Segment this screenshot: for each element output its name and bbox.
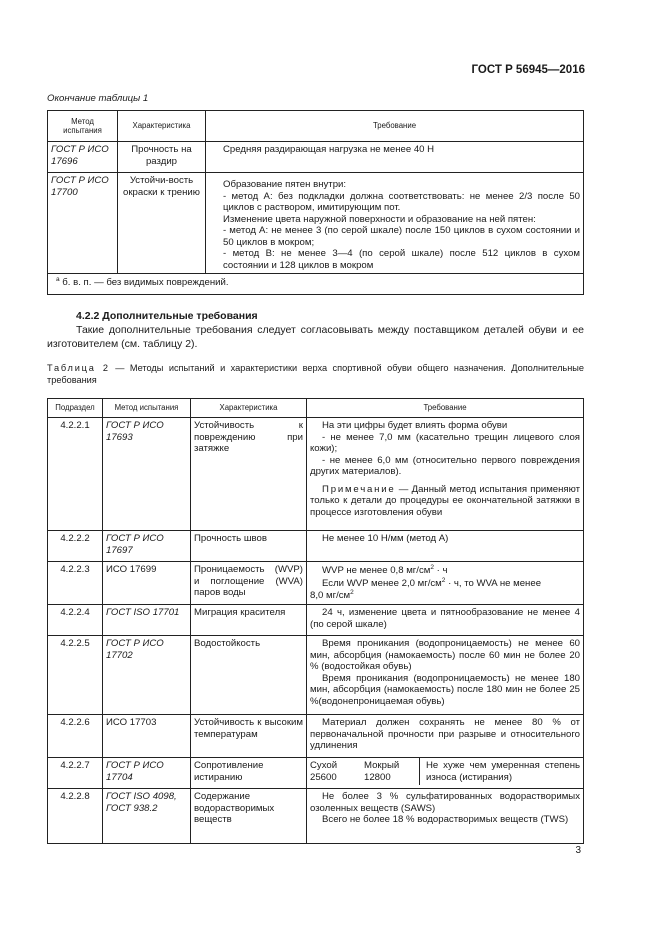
table1 (47, 110, 584, 295)
requirement-line (310, 589, 580, 602)
requirement-cell: Материал должен сохранять не менее 80 % от первоначальной прочности при разрыве и относительного удлинения (307, 715, 584, 758)
col-header: Метод испытания (103, 399, 191, 418)
requirement-line: На эти цифры будет влиять форма обуви (322, 420, 508, 431)
wva-text: Если WVP менее 2,0 мг/см (322, 577, 442, 589)
section-heading: 4.2.2 Дополнительные требования (76, 310, 258, 322)
table-row (48, 418, 584, 531)
wet-cell (361, 758, 420, 785)
footnote (48, 274, 584, 295)
dry-value: 25600 (310, 771, 337, 783)
superscript: 2 (430, 564, 434, 571)
method-cell: ГОСТ Р ИСО 17696 (48, 142, 118, 173)
requirement-line: - не менее 7,0 мм (касательно трещин лицевого слоя кожи); (310, 431, 580, 454)
subsection-cell: 4.2.2.8 (48, 789, 103, 844)
table-row (48, 562, 584, 605)
requirement-note (310, 484, 580, 519)
table1-header-row (48, 111, 584, 142)
requirement-line: Не более 3 % сульфатированных водорастворимых озоленных веществ (SAWS) (310, 791, 580, 814)
footnote-text: б. в. п. — без видимых повреждений. (62, 277, 229, 289)
table2-caption (47, 363, 584, 387)
requirement-cell (307, 418, 584, 531)
unit-text: · ч, то WVA не менее (445, 577, 542, 589)
abrasion-requirement: Не хуже чем умеренная степень износа (истирания) (426, 760, 580, 783)
characteristic-cell: Прочность на раздир (118, 142, 206, 173)
method-cell: ИСО 17699 (103, 562, 191, 605)
wet-value: 12800 (364, 771, 391, 783)
characteristic-cell: Устойчи-вость окраски к трению (118, 173, 206, 274)
characteristic-cell: Проницаемость (WVP) и поглощение (WVA) паров воды (191, 562, 307, 605)
col-header: Характеристика (191, 399, 307, 418)
table-row (48, 715, 584, 758)
note-text: — Данный метод испытания применяют только к детали до процедуры ее окончательной затяжки в процессе изготовления обуви (310, 483, 580, 518)
requirement-line: Время проникания (водопроницаемость) не менее 60 мин, абсорбция (намокаемость) после 60 мин не более 20 % (водостойкая обувь) (310, 638, 580, 673)
table2-caption-label: Таблица 2 (47, 363, 110, 373)
col-header: Характеристика (118, 111, 206, 142)
method-cell: ИСО 17703 (103, 715, 191, 758)
table-row (48, 142, 584, 173)
characteristic-cell: Устойчивость к повреждению при затяжке (191, 418, 307, 531)
requirement-line: - метод В: не менее 3—4 (по серой шкале) после 512 циклов в сухом состоянии и 128 циклов в мокром (223, 248, 580, 271)
footnote-mark: а (56, 276, 60, 283)
subsection-cell: 4.2.2.4 (48, 605, 103, 636)
requirement-line: - не менее 6,0 мм (относительно первого повреждения других материалов). (310, 454, 580, 477)
requirement-cell (206, 173, 584, 274)
table-row (48, 173, 584, 274)
requirement-cell (307, 562, 584, 605)
col-header: Требование (307, 399, 584, 418)
table-row (48, 789, 584, 844)
subsection-cell: 4.2.2.5 (48, 636, 103, 715)
method-cell: ГОСТ ISO 17701 (103, 605, 191, 636)
requirement-line (310, 577, 580, 590)
table2-caption-text: — Методы испытаний и характеристики верха спортивной обуви общего назначения. Дополнительные требования (47, 363, 585, 385)
table1-footnote-row (48, 274, 584, 295)
method-cell: ГОСТ Р ИСО 17702 (103, 636, 191, 715)
table2-header-row (48, 399, 584, 418)
requirement-cell: Средняя раздирающая нагрузка не менее 40 Н (206, 142, 584, 173)
table-row (48, 531, 584, 562)
document-header: ГОСТ Р 56945—2016 (471, 64, 585, 76)
characteristic-cell: Прочность швов (191, 531, 307, 562)
table-row (48, 636, 584, 715)
wva-value: 8,0 мг/см (310, 590, 351, 602)
requirement-line: Всего не более 18 % водорастворимых веществ (TWS) (322, 814, 569, 826)
col-header: Требование (206, 111, 584, 142)
table-row (48, 758, 584, 789)
dry-cell (307, 758, 361, 785)
requirement-line: - метод А: не менее 3 (по серой шкале) после 150 циклов в сухом состоянии и 50 циклов в мокром; (223, 225, 580, 248)
wet-label: Мокрый (364, 760, 400, 772)
superscript: 2 (441, 576, 446, 584)
subsection-cell: 4.2.2.2 (48, 531, 103, 562)
wvp-text: WVP не менее 0,8 мг/см (322, 565, 431, 577)
requirement-line: Время проникания (водопроницаемость) не менее 180 мин, абсорбция (намокаемость) после 180 мин не более 25 %(водонепроницаемая обувь) (310, 672, 580, 707)
page-number: 3 (575, 845, 581, 856)
requirement-cell: 24 ч, изменение цвета и пятнообразование не менее 4 (по серой шкале) (307, 605, 584, 636)
characteristic-cell: Устойчивость к высоким температурам (191, 715, 307, 758)
method-cell: ГОСТ Р ИСО 17700 (48, 173, 118, 274)
method-cell: ГОСТ Р ИСО 17693 (103, 418, 191, 531)
note-label: Примечание (322, 483, 396, 495)
col-header: Метод испытания (48, 111, 118, 142)
characteristic-cell: Сопротивление истиранию (191, 758, 307, 789)
subsection-cell: 4.2.2.3 (48, 562, 103, 605)
requirement-cell: Не менее 10 Н/мм (метод А) (307, 531, 584, 562)
requirement-cell (307, 636, 584, 715)
dry-label: Сухой (310, 760, 338, 772)
requirement-line: Изменение цвета наружной поверхности и образование на ней пятен: (223, 213, 536, 225)
method-cell: ГОСТ Р ИСО 17704 (103, 758, 191, 789)
characteristic-cell: Содержание водорастворимых веществ (191, 789, 307, 844)
unit-text: · ч (434, 565, 448, 577)
section-text: Такие дополнительные требования следует согласовывать между поставщиком деталей обуви и ее изготовителем (см. таблицу 2). (47, 324, 584, 350)
col-header: Подраздел (48, 399, 103, 418)
method-cell: ГОСТ Р ИСО 17697 (103, 531, 191, 562)
requirement-line: - метод А: без подкладки должна соответствовать: не менее 2/3 после 50 циклов с раствором, имитирующим пот. (223, 190, 580, 213)
characteristic-cell: Миграция красителя (191, 605, 307, 636)
abrasion-subtable (307, 758, 583, 785)
table2 (47, 398, 584, 844)
subsection-cell: 4.2.2.7 (48, 758, 103, 789)
table1-caption: Окончание таблицы 1 (47, 93, 149, 104)
subsection-cell: 4.2.2.1 (48, 418, 103, 531)
requirement-line (310, 564, 580, 577)
subsection-cell: 4.2.2.6 (48, 715, 103, 758)
characteristic-cell: Водостойкость (191, 636, 307, 715)
requirement-line: Образование пятен внутри: (223, 179, 347, 190)
superscript: 2 (350, 589, 354, 597)
table-row (48, 605, 584, 636)
requirement-cell (307, 789, 584, 844)
method-cell: ГОСТ ISO 4098, ГОСТ 938.2 (103, 789, 191, 844)
requirement-cell (307, 758, 584, 789)
